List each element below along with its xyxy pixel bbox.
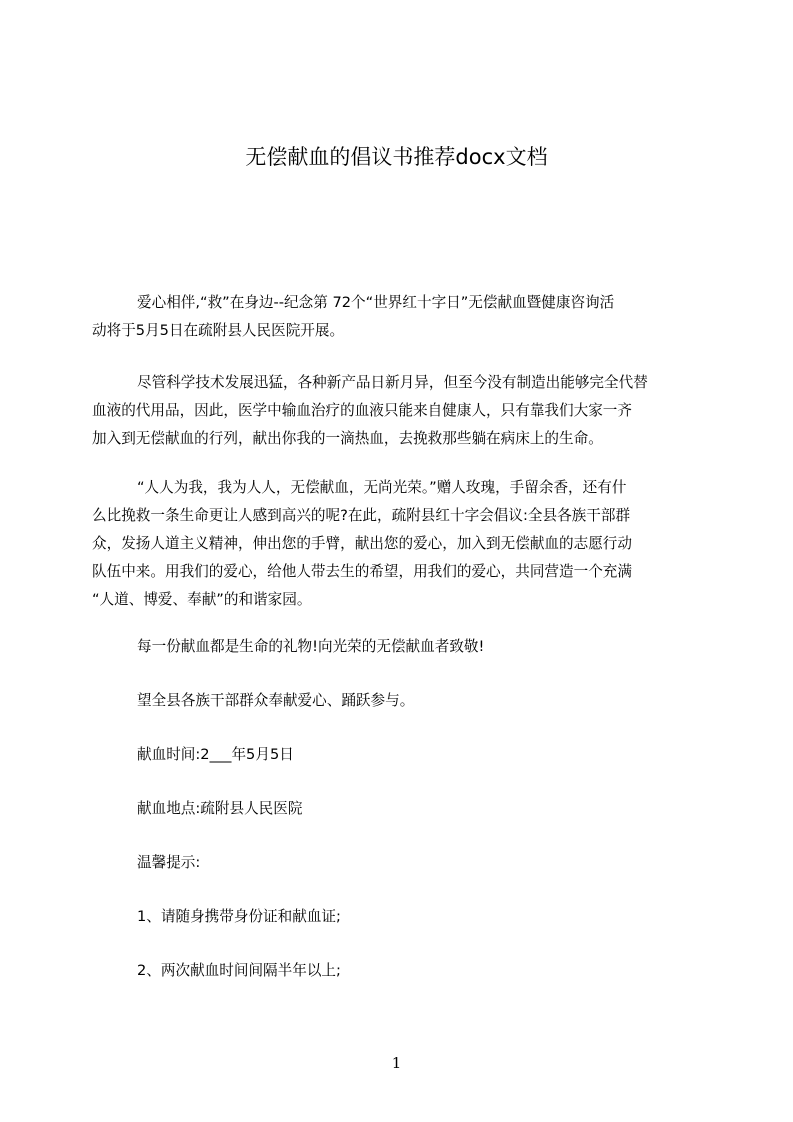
paragraph-line: “人人为我，我为人人，无偿献血，无尚光荣。”赠人玫瑰，手留余香，还有什 bbox=[137, 479, 627, 496]
paragraph-intro bbox=[92, 289, 698, 345]
donation-time: 献血时间:2___年5月5日 bbox=[137, 746, 294, 763]
reminder-item-2: 2、两次献血时间间隔半年以上; bbox=[137, 962, 341, 979]
paragraph-line: 么比挽救一条生命更让人感到高兴的呢?在此，疏附县红十字会倡议:全县各族干部群 bbox=[92, 507, 631, 524]
paragraph-line: “人道、博爱、奉献”的和谐家园。 bbox=[92, 591, 312, 608]
paragraph-appeal bbox=[92, 474, 698, 614]
page-number: 1 bbox=[391, 1054, 402, 1072]
reminder-heading: 温馨提示: bbox=[137, 854, 201, 871]
paragraph-line: 尽管科学技术发展迅猛，各种新产品日新月异，但至今没有制造出能够完全代替 bbox=[137, 374, 648, 391]
paragraph-science bbox=[92, 369, 698, 453]
participation-line: 望全县各族干部群众奉献爱心、踊跃参与。 bbox=[137, 692, 415, 709]
paragraph-line: 动将于5月5日在疏附县人民医院开展。 bbox=[92, 322, 345, 339]
gift-of-life-line: 每一份献血都是生命的礼物!向光荣的无偿献血者致敬! bbox=[137, 638, 485, 655]
document-title: 无偿献血的倡议书推荐docx文档 bbox=[245, 145, 548, 169]
paragraph-line: 加入到无偿献血的行列，献出你我的一滴热血，去挽救那些躺在病床上的生命。 bbox=[92, 430, 603, 447]
paragraph-line: 血液的代用品，因此，医学中输血治疗的血液只能来自健康人，只有靠我们大家一齐 bbox=[92, 402, 632, 419]
paragraph-line: 队伍中来。用我们的爱心，给他人带去生的希望，用我们的爱心，共同营造一个充满 bbox=[92, 563, 632, 580]
donation-location: 献血地点:疏附县人民医院 bbox=[137, 800, 303, 817]
reminder-item-1: 1、请随身携带身份证和献血证; bbox=[137, 908, 341, 925]
paragraph-line: 爱心相伴,“救”在身边--纪念第 72个“世界红十字日”无偿献血暨健康咨询活 bbox=[137, 294, 615, 311]
paragraph-line: 众，发扬人道主义精神，伸出您的手臂，献出您的爱心，加入到无偿献血的志愿行动 bbox=[92, 535, 632, 552]
